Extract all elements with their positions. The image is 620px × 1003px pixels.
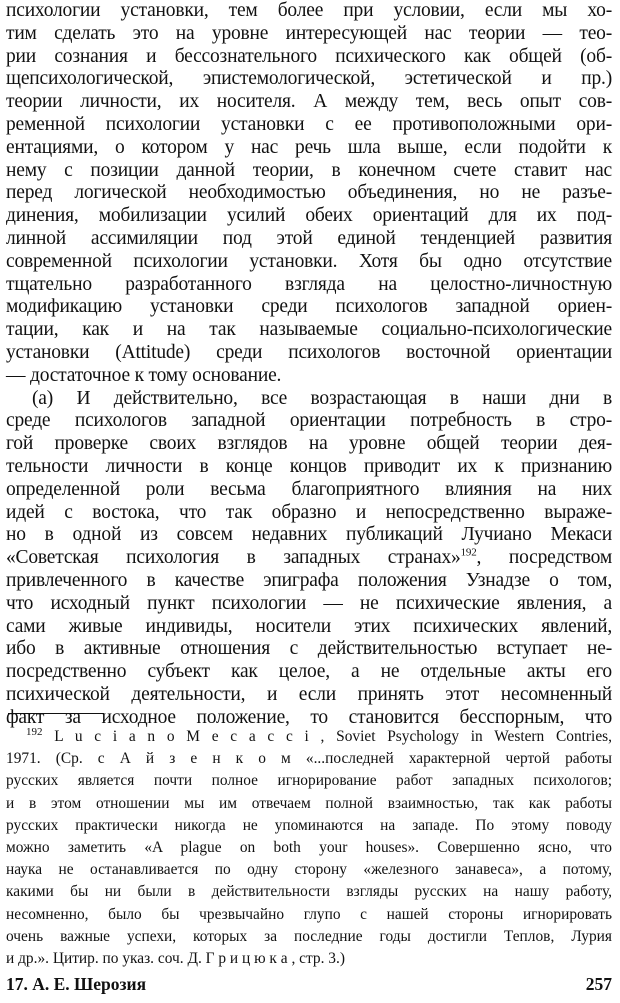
signature-mark: 17. А. Е. Шерозия <box>6 974 147 994</box>
footnote-divider <box>8 713 104 714</box>
text-line: тщательно разработанного взгляда на целостно-личностную <box>6 273 612 295</box>
citation-text: «Советская психология в западных странах» <box>6 547 461 569</box>
text-line: ибо в активные отношения с действительностью вступает не- <box>6 638 612 660</box>
text-line: идей с востока, что так образно и непосредственно выраже- <box>6 501 612 523</box>
text-line: тим сделать это на уровне интересующей нас теории — тео- <box>6 22 612 44</box>
text-line: динения, мобилизации усилий обеих ориентаций для их под- <box>6 205 612 227</box>
footnote-line: очень важные успехи, которых за последние годы достигли Теплов, Лурия <box>6 927 612 945</box>
text-line: посредственно субъект как целое, а не отдельные акты его <box>6 661 612 683</box>
text-line: линной ассимиляции под этой единой тенденцией развития <box>6 227 612 249</box>
footnote-line: наука не останавливается по одну сторону «железного занавеса», а потому, <box>6 861 612 879</box>
text-line: среде психологов западной ориентации потребность в стро- <box>6 410 612 432</box>
text-line: тации, как и на так называемые социально-психологические <box>6 319 612 341</box>
footnote-text: L u c i a n o M e c a c c i , Soviet Psychology in Western Contries, <box>54 728 612 745</box>
text-line: психической деятельности, и если принять этот несомненный <box>6 683 612 705</box>
text-line: щепсихологической, эпистемологической, эстетической и пр.) <box>6 68 612 90</box>
text-line: факт за исходное положение, то становится бесспорным, что <box>6 706 612 728</box>
text-line: психологии установки, тем более при условии, если мы хо- <box>6 0 612 21</box>
text-line: что исходный пункт психологии — не психические явления, а <box>6 592 612 614</box>
text-line: сами живые индивиды, носители этих психических явлений, <box>6 615 612 637</box>
main-text <box>6 0 612 730</box>
footnote-line: и др.». Цитир. по указ. соч. Д. Г р и ц ю к а , стр. 3.) <box>6 949 345 967</box>
footnote-line: какими бы ни были в действительности взгляды русских на нашу работу, <box>6 883 612 901</box>
footnote-mark: 192 <box>26 725 43 738</box>
footnote-line: русских является почти полное игнорирование работ западных психологов; <box>6 772 612 790</box>
text-line: привлеченного в качестве эпиграфа положения Узнадзе о том, <box>6 569 612 591</box>
text-line: модификацию установки среди психологов западной ориен- <box>6 296 612 318</box>
text-line: — достаточное к тому основание. <box>6 364 282 386</box>
footnote-line: русских практически никогда не упоминаются на западе. По этому поводу <box>6 816 612 834</box>
citation-text-continued: , посредством <box>476 547 613 569</box>
paragraph-first-line: (а) И действительно, все возрастающая в наши дни в <box>32 387 612 409</box>
text-line: но в одной из совсем недавних публикаций Лучиано Мекаси <box>6 524 612 546</box>
text-line: ременной психологии установки с ее противоположными ори- <box>6 113 612 135</box>
footnote-line: можно заметить «A plague on both your houses». Совершенно ясно, что <box>6 838 612 856</box>
footnote-line <box>6 726 612 748</box>
text-line: перед логической необходимостью объединения, но не разъе- <box>6 182 612 204</box>
text-line: рии сознания и бессознательного психического как общей (об- <box>6 45 612 67</box>
text-line: нему с позиции данной теории, в конечном счете ставит нас <box>6 159 612 181</box>
footnote-line: и в этом отношении мы им отвечаем полной взаимностью, так как работы <box>6 794 612 812</box>
running-footer <box>6 972 612 996</box>
footnote-reference[interactable]: 192 <box>460 546 477 559</box>
citation-line <box>6 547 612 570</box>
text-line: гой проверке своих взглядов на уровне общей теории дея- <box>6 433 612 455</box>
text-line: ентациями, о котором у нас речь шла выше, если подойти к <box>6 136 612 158</box>
text-line: тельности личности в конце концов приводит их к признанию <box>6 455 612 477</box>
text-line: современной психологии установки. Хотя бы одно отсутствие <box>6 250 612 272</box>
text-line: установки (Attitude) среди психологов восточной ориентации <box>6 341 612 363</box>
footnote-line: 1971. (Ср. с А й з е н к о м «...последней характерной чертой работы <box>6 750 612 768</box>
text-line: теории личности, их носителя. А между тем, весь опыт сов- <box>6 91 612 113</box>
footnote-line: несомненно, было бы чрезвычайно глупо с нашей стороны игнорировать <box>6 905 612 923</box>
footnote <box>6 726 612 970</box>
text-line: определенной роли весьма благоприятного влияния на них <box>6 478 612 500</box>
page-number: 257 <box>585 974 612 994</box>
